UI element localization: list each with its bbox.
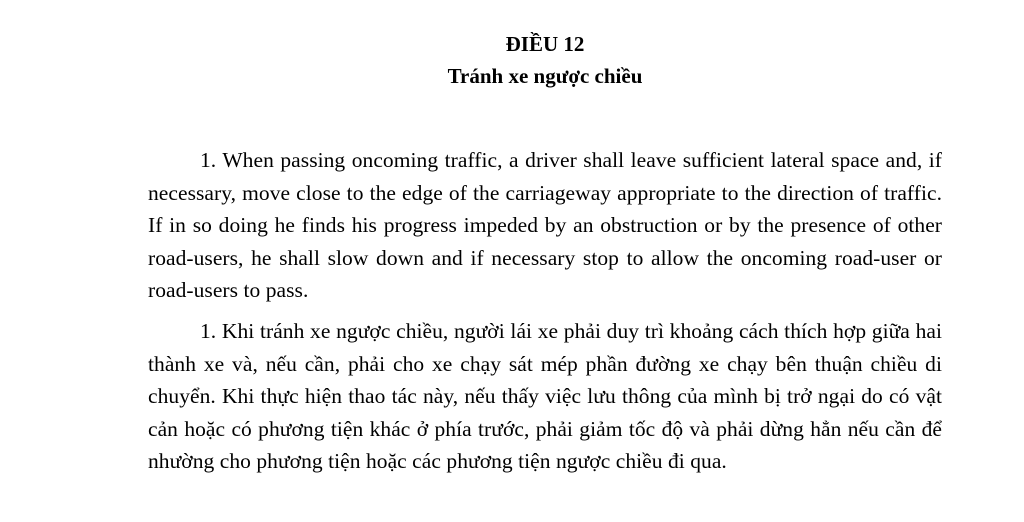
paragraph-vietnamese: 1. Khi tránh xe ngược chiều, người lái xe phải duy trì khoảng cách thích hợp giữa hai thành xe và, nếu cần, phải cho xe chạy sát mép phần đường xe chạy bên thuận chiều di chuyển. Khi thực hiện thao tác này, nếu thấy việc lưu thông của mình bị trở ngại do có vật cản hoặc có phương tiện khác ở phía trước, phải giảm tốc độ và phải dừng hẳn nếu cần để nhường cho phương tiện hoặc các phương tiện ngược chiều đi qua. [148, 319, 942, 473]
article-title: Tránh xe ngược chiều [447, 64, 643, 88]
article-number: ĐIỀU 12 [505, 32, 585, 56]
paragraph-english: 1. When passing oncoming traffic, a driver shall leave sufficient lateral space and, if necessary, move close to the edge of the carriageway appropriate to the direction of traffic. If in so doing he finds his progress impeded by an obstruction or by the presence of other road-users, he shall slow down and if necessary stop to allow the oncoming road-user or road-users to pass. [148, 148, 942, 302]
